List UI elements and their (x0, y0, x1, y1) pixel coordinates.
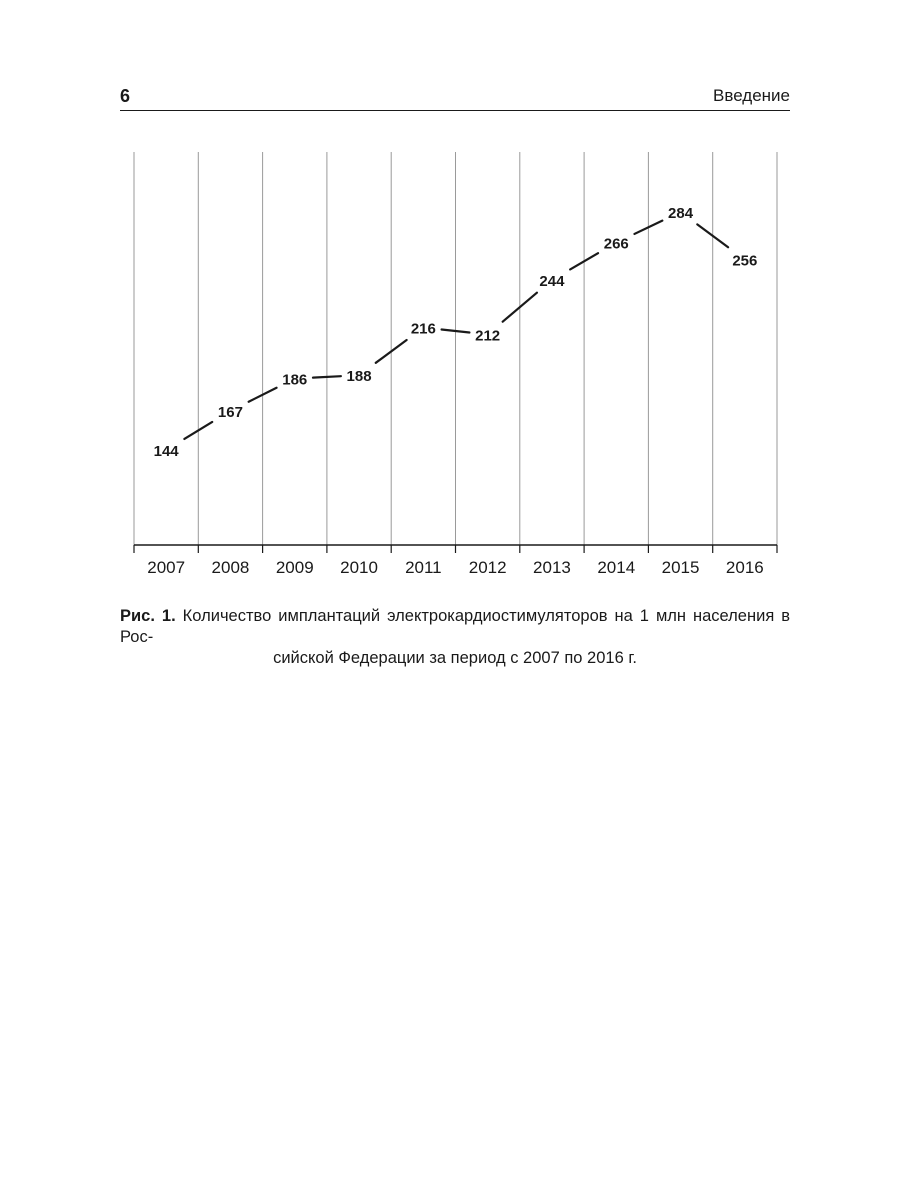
x-tick-label: 2008 (211, 558, 250, 577)
data-label: 284 (668, 205, 694, 222)
x-tick-label: 2010 (340, 558, 378, 577)
x-axis (134, 545, 777, 577)
data-label: 256 (732, 252, 758, 270)
x-tick-label: 2015 (661, 558, 700, 577)
data-label: 266 (603, 235, 629, 253)
figure-caption (120, 606, 790, 669)
x-tick-label: 2016 (725, 558, 764, 577)
x-tick-label: 2014 (597, 558, 636, 577)
data-label: 186 (282, 371, 308, 389)
series-segment (442, 330, 470, 333)
running-section-title: Введение (713, 86, 790, 105)
series-segment (313, 376, 341, 377)
data-label: 188 (346, 368, 372, 386)
caption-label: Рис. 1. (120, 607, 176, 625)
x-tick-label: 2013 (533, 558, 571, 577)
caption-text-line1: Количество имплантаций электрокардиостимуляторов на 1 млн населения в Рос- (120, 607, 791, 646)
data-label: 244 (539, 273, 565, 290)
series-line (184, 221, 728, 439)
x-tick-label: 2007 (147, 558, 186, 577)
data-label: 212 (475, 327, 501, 345)
data-label: 144 (153, 443, 179, 460)
data-label: 167 (217, 403, 243, 421)
caption-text-line2: сийской Федерации за период с 2007 по 2016 г. (273, 649, 637, 667)
page-number: 6 (120, 86, 131, 106)
data-label: 216 (410, 320, 436, 338)
x-tick-label: 2009 (275, 558, 314, 577)
x-tick-label: 2011 (405, 558, 442, 577)
x-tick-label: 2012 (468, 558, 507, 577)
